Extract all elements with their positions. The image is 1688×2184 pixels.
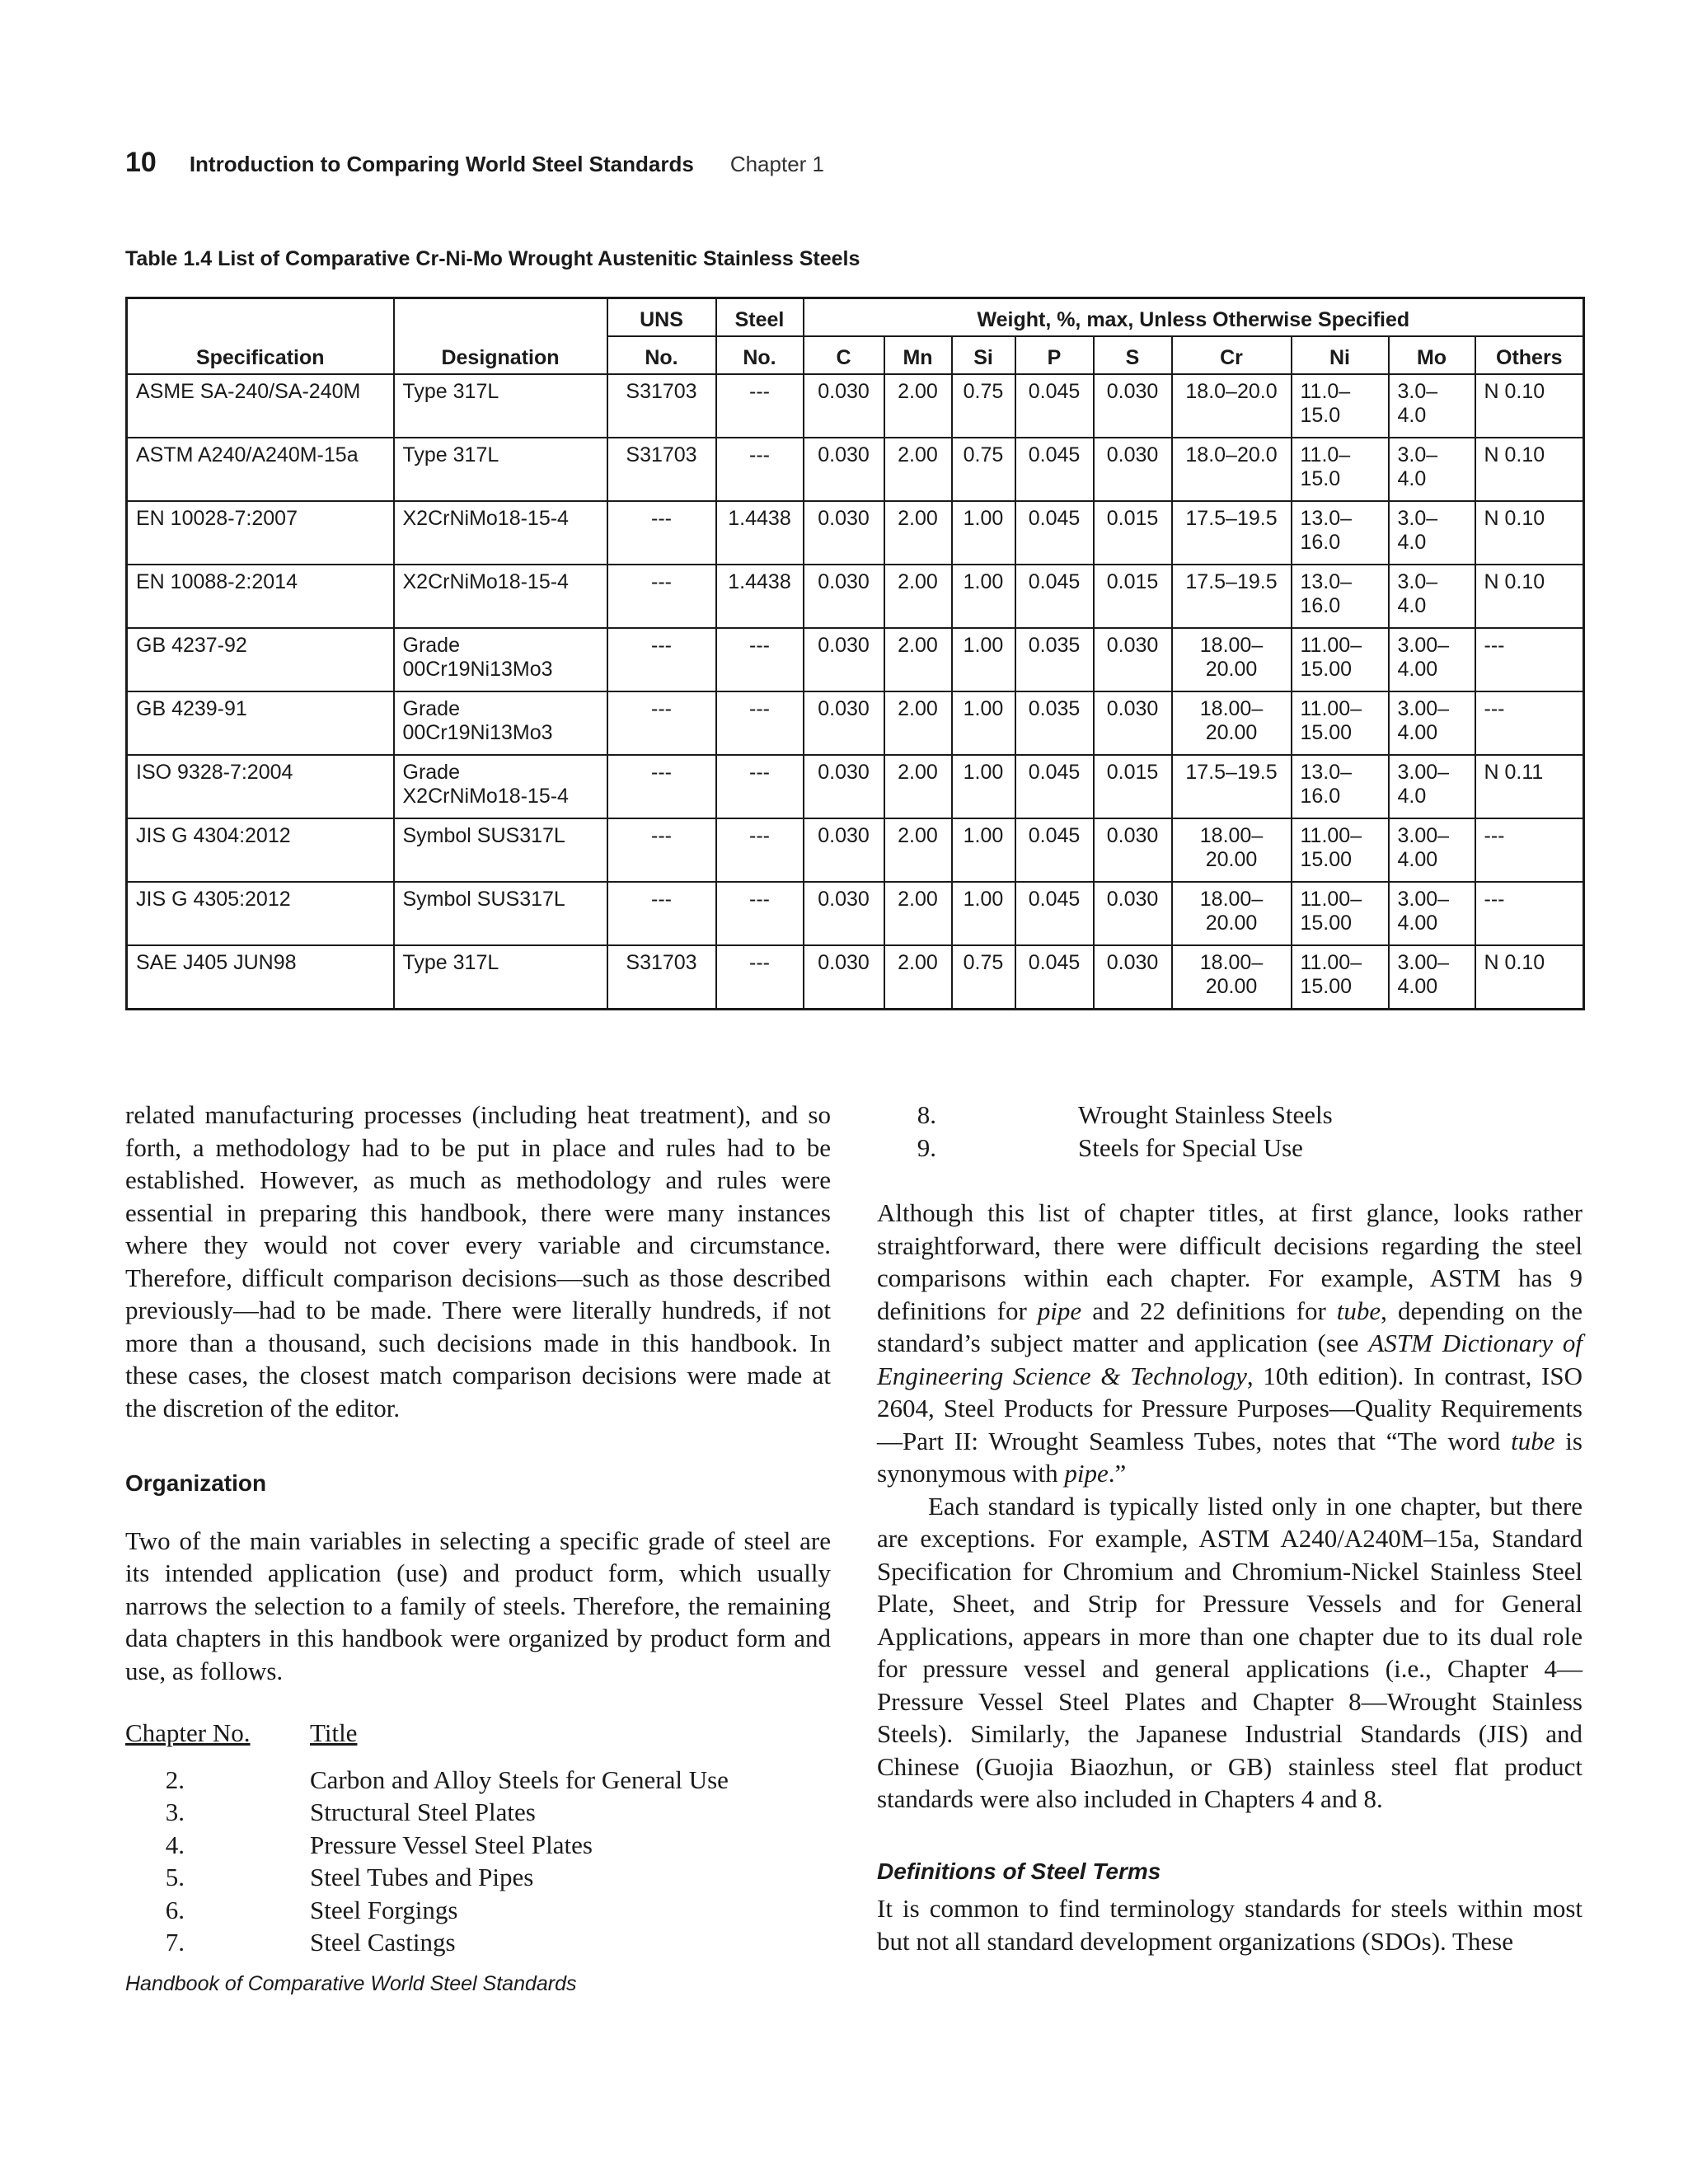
cell-ni: 13.0– 16.0	[1292, 565, 1389, 628]
chapter-list-continued	[877, 1099, 1582, 1164]
cell-des: X2CrNiMo18-15-4	[394, 565, 607, 628]
table-row	[127, 374, 1584, 438]
cell-s: 0.030	[1094, 628, 1172, 691]
header-designation: Designation	[394, 336, 607, 374]
cell-mo: 3.00– 4.00	[1389, 691, 1475, 755]
header-mn: Mn	[884, 336, 952, 374]
cell-others: N 0.10	[1475, 374, 1584, 438]
header-mo: Mo	[1389, 336, 1475, 374]
cell-c: 0.030	[804, 755, 884, 818]
header-steel-no: No.	[716, 336, 804, 374]
header-specification: Specification	[127, 336, 394, 374]
cell-cr: 18.00– 20.00	[1172, 691, 1292, 755]
cell-mn: 2.00	[884, 945, 952, 1010]
cell-others: N 0.11	[1475, 755, 1584, 818]
cell-spec: EN 10088-2:2014	[127, 565, 394, 628]
cell-cr: 17.5–19.5	[1172, 755, 1292, 818]
cell-c: 0.030	[804, 945, 884, 1010]
cell-uns: S31703	[607, 374, 716, 438]
cell-ni: 13.0– 16.0	[1292, 501, 1389, 565]
cell-steel: ---	[716, 628, 804, 691]
cell-cr: 18.00– 20.00	[1172, 628, 1292, 691]
chapter-number: 4.	[165, 1830, 185, 1859]
cell-steel: ---	[716, 945, 804, 1010]
header-blank-designation	[394, 298, 607, 337]
chapter-list-item	[125, 1861, 831, 1894]
cell-others: N 0.10	[1475, 501, 1584, 565]
chapter-list-header	[125, 1717, 831, 1750]
header-s: S	[1094, 336, 1172, 374]
cell-s: 0.030	[1094, 438, 1172, 501]
section-heading-organization: Organization	[125, 1470, 267, 1496]
table-row	[127, 501, 1584, 565]
chapter-list	[125, 1764, 831, 1959]
cell-mo: 3.00– 4.00	[1389, 818, 1475, 882]
cell-mo: 3.0– 4.0	[1389, 374, 1475, 438]
chapter-number: 2.	[165, 1765, 185, 1794]
cell-others: N 0.10	[1475, 438, 1584, 501]
cell-steel: 1.4438	[716, 565, 804, 628]
chapter-list-item	[125, 1894, 831, 1927]
cell-si: 1.00	[952, 691, 1015, 755]
cell-des: Type 317L	[394, 945, 607, 1010]
cell-uns: S31703	[607, 438, 716, 501]
header-si: Si	[952, 336, 1015, 374]
table-row	[127, 438, 1584, 501]
chapter-title: Steel Castings	[310, 1928, 456, 1957]
chapter-list-item	[125, 1829, 831, 1862]
cell-p: 0.045	[1015, 565, 1094, 628]
cell-ni: 11.00– 15.00	[1292, 882, 1389, 945]
cell-others: N 0.10	[1475, 565, 1584, 628]
cell-uns: ---	[607, 882, 716, 945]
cell-others: ---	[1475, 628, 1584, 691]
chapter-title: Steels for Special Use	[1078, 1132, 1303, 1162]
chapter-title: Carbon and Alloy Steels for General Use	[310, 1765, 729, 1794]
cell-des: Type 317L	[394, 374, 607, 438]
chapter-no-heading: Chapter No.	[125, 1718, 251, 1747]
table-row	[127, 945, 1584, 1010]
paragraph-definitions: It is common to find terminology standards for steels within most but not all standard development organizations (SDOs). These	[877, 1894, 1582, 1956]
cell-steel: ---	[716, 755, 804, 818]
chapter-number: 9.	[917, 1132, 936, 1162]
cell-s: 0.015	[1094, 565, 1172, 628]
page-number: 10	[125, 147, 157, 178]
cell-mn: 2.00	[884, 565, 952, 628]
cell-uns: ---	[607, 565, 716, 628]
cell-mo: 3.00– 4.00	[1389, 945, 1475, 1010]
chapter-list-item	[125, 1764, 831, 1797]
chapter-title: Pressure Vessel Steel Plates	[310, 1830, 593, 1859]
cell-mn: 2.00	[884, 501, 952, 565]
running-header	[125, 147, 824, 188]
left-column	[125, 1099, 831, 1959]
chapter-list-item	[125, 1926, 831, 1959]
cell-des: X2CrNiMo18-15-4	[394, 501, 607, 565]
cell-uns: ---	[607, 818, 716, 882]
cell-p: 0.045	[1015, 755, 1094, 818]
cell-c: 0.030	[804, 501, 884, 565]
cell-si: 0.75	[952, 374, 1015, 438]
paragraph-organization: Two of the main variables in selecting a specific grade of steel are its intended application (use) and product form, which usually narrows the selection to a family of steels. Therefore, the remaining data chapters in this handbook were organized by product form and use, as follows.	[125, 1526, 831, 1685]
cell-des: Type 317L	[394, 438, 607, 501]
table-body	[127, 374, 1584, 1010]
cell-s: 0.030	[1094, 374, 1172, 438]
cell-des: Symbol SUS317L	[394, 882, 607, 945]
cell-others: ---	[1475, 882, 1584, 945]
cell-des: Grade 00Cr19Ni13Mo3	[394, 628, 607, 691]
cell-mn: 2.00	[884, 882, 952, 945]
cell-cr: 18.00– 20.00	[1172, 818, 1292, 882]
chapter-number: 3.	[165, 1797, 185, 1826]
cell-cr: 18.0–20.0	[1172, 438, 1292, 501]
cell-others: ---	[1475, 818, 1584, 882]
chapter-number: 5.	[165, 1863, 185, 1891]
chapter-title: Wrought Stainless Steels	[1078, 1100, 1333, 1129]
cell-spec: JIS G 4304:2012	[127, 818, 394, 882]
chapter-title: Structural Steel Plates	[310, 1797, 536, 1826]
cell-des: Grade 00Cr19Ni13Mo3	[394, 691, 607, 755]
cell-p: 0.045	[1015, 945, 1094, 1010]
cell-cr: 18.00– 20.00	[1172, 882, 1292, 945]
cell-mn: 2.00	[884, 374, 952, 438]
chapter-title: Steel Forgings	[310, 1895, 458, 1924]
cell-others: ---	[1475, 691, 1584, 755]
table-container	[125, 297, 1582, 1010]
chapter-title: Steel Tubes and Pipes	[310, 1863, 534, 1891]
cell-c: 0.030	[804, 628, 884, 691]
cell-ni: 11.0– 15.0	[1292, 438, 1389, 501]
steel-comparison-table	[125, 297, 1585, 1010]
cell-si: 1.00	[952, 755, 1015, 818]
cell-steel: ---	[716, 818, 804, 882]
right-column	[877, 1099, 1582, 1957]
chapter-number: 6.	[165, 1895, 185, 1924]
cell-spec: GB 4239-91	[127, 691, 394, 755]
cell-spec: SAE J405 JUN98	[127, 945, 394, 1010]
header-weight: Weight, %, max, Unless Otherwise Specified	[804, 298, 1584, 337]
table-row	[127, 628, 1584, 691]
cell-steel: ---	[716, 882, 804, 945]
cell-spec: ASME SA-240/SA-240M	[127, 374, 394, 438]
cell-s: 0.015	[1094, 501, 1172, 565]
header-uns-no: No.	[607, 336, 716, 374]
cell-mo: 3.0– 4.0	[1389, 565, 1475, 628]
cell-uns: ---	[607, 691, 716, 755]
cell-mo: 3.0– 4.0	[1389, 501, 1475, 565]
book-title: Introduction to Comparing World Steel Standards	[189, 152, 694, 176]
cell-ni: 11.00– 15.00	[1292, 691, 1389, 755]
cell-mn: 2.00	[884, 628, 952, 691]
cell-p: 0.045	[1015, 374, 1094, 438]
cell-ni: 11.00– 15.00	[1292, 628, 1389, 691]
chapter-list-item	[125, 1796, 831, 1829]
cell-mo: 3.00– 4.00	[1389, 882, 1475, 945]
chapter-list-item	[877, 1099, 1582, 1132]
header-blank-spec	[127, 298, 394, 337]
cell-uns: ---	[607, 628, 716, 691]
cell-mo: 3.0– 4.0	[1389, 438, 1475, 501]
cell-uns: ---	[607, 501, 716, 565]
header-c: C	[804, 336, 884, 374]
cell-spec: ASTM A240/A240M-15a	[127, 438, 394, 501]
cell-spec: EN 10028-7:2007	[127, 501, 394, 565]
header-others: Others	[1475, 336, 1584, 374]
cell-c: 0.030	[804, 882, 884, 945]
cell-ni: 13.0– 16.0	[1292, 755, 1389, 818]
cell-spec: JIS G 4305:2012	[127, 882, 394, 945]
chapter-number: 8.	[917, 1100, 936, 1129]
cell-s: 0.015	[1094, 755, 1172, 818]
cell-spec: GB 4237-92	[127, 628, 394, 691]
cell-si: 1.00	[952, 565, 1015, 628]
cell-mo: 3.00– 4.00	[1389, 628, 1475, 691]
cell-p: 0.035	[1015, 691, 1094, 755]
cell-uns: S31703	[607, 945, 716, 1010]
cell-p: 0.045	[1015, 882, 1094, 945]
paragraph-chapter-titles: Although this list of chapter titles, at first glance, looks rather straightforward, there were difficult decisions regarding the steel comparisons within each chapter. For example, ASTM has 9 definitions for pipe and 22 definitions for tube, depending on the standard’s subject matter and application (see ASTM Dictionary of Engineering Science & Technology, 10th edition). In contrast, ISO 2604, Steel Products for Pressure Purposes—Quality Requirements—Part II: Wrought Seamless Tubes, notes that “The word tube is synonymous with pipe.”	[877, 1198, 1582, 1488]
cell-si: 1.00	[952, 501, 1015, 565]
header-uns: UNS	[607, 298, 716, 337]
table-row	[127, 691, 1584, 755]
cell-steel: ---	[716, 374, 804, 438]
header-ni: Ni	[1292, 336, 1389, 374]
cell-des: Grade X2CrNiMo18-15-4	[394, 755, 607, 818]
cell-cr: 18.00– 20.00	[1172, 945, 1292, 1010]
header-cr: Cr	[1172, 336, 1292, 374]
section-heading-definitions: Definitions of Steel Terms	[877, 1858, 1161, 1884]
cell-mn: 2.00	[884, 755, 952, 818]
cell-s: 0.030	[1094, 945, 1172, 1010]
cell-cr: 17.5–19.5	[1172, 565, 1292, 628]
footer-book-title: Handbook of Comparative World Steel Standards	[125, 1972, 577, 1995]
header-p: P	[1015, 336, 1094, 374]
cell-si: 0.75	[952, 438, 1015, 501]
cell-p: 0.035	[1015, 628, 1094, 691]
cell-si: 1.00	[952, 628, 1015, 691]
cell-ni: 11.00– 15.00	[1292, 945, 1389, 1010]
cell-ni: 11.0– 15.0	[1292, 374, 1389, 438]
cell-des: Symbol SUS317L	[394, 818, 607, 882]
chapter-label: Chapter 1	[729, 152, 824, 176]
cell-spec: ISO 9328-7:2004	[127, 755, 394, 818]
cell-c: 0.030	[804, 374, 884, 438]
cell-p: 0.045	[1015, 438, 1094, 501]
table-caption: Table 1.4 List of Comparative Cr-Ni-Mo Wrought Austenitic Stainless Steels	[125, 247, 860, 270]
title-heading: Title	[310, 1718, 358, 1747]
table-row	[127, 755, 1584, 818]
header-steel: Steel	[716, 298, 804, 337]
cell-steel: ---	[716, 691, 804, 755]
cell-si: 0.75	[952, 945, 1015, 1010]
cell-p: 0.045	[1015, 818, 1094, 882]
cell-cr: 18.0–20.0	[1172, 374, 1292, 438]
paragraph-methodology: related manufacturing processes (including heat treatment), and so forth, a methodology had to be put in place and rules had to be established. However, as much as methodology and rules were essential in preparing this handbook, there were many instances where they would not cover every variable and circumstance. Therefore, difficult comparison decisions—such as those described previously—had to be made. There were literally hundreds, if not more than a thousand, such decisions made in this handbook. In these cases, the closest match comparison decisions were made at the discretion of the editor.	[125, 1100, 831, 1422]
cell-mo: 3.00– 4.0	[1389, 755, 1475, 818]
chapter-list-item	[877, 1132, 1582, 1165]
cell-s: 0.030	[1094, 818, 1172, 882]
cell-steel: ---	[716, 438, 804, 501]
cell-si: 1.00	[952, 818, 1015, 882]
cell-others: N 0.10	[1475, 945, 1584, 1010]
cell-si: 1.00	[952, 882, 1015, 945]
cell-c: 0.030	[804, 691, 884, 755]
cell-c: 0.030	[804, 438, 884, 501]
cell-c: 0.030	[804, 565, 884, 628]
cell-mn: 2.00	[884, 691, 952, 755]
chapter-number: 7.	[165, 1928, 185, 1957]
cell-s: 0.030	[1094, 882, 1172, 945]
table-row	[127, 882, 1584, 945]
cell-s: 0.030	[1094, 691, 1172, 755]
table-row	[127, 818, 1584, 882]
cell-mn: 2.00	[884, 818, 952, 882]
cell-c: 0.030	[804, 818, 884, 882]
table-row	[127, 565, 1584, 628]
cell-ni: 11.00– 15.00	[1292, 818, 1389, 882]
cell-cr: 17.5–19.5	[1172, 501, 1292, 565]
cell-p: 0.045	[1015, 501, 1094, 565]
paragraph-exceptions: Each standard is typically listed only in one chapter, but there are exceptions. For example, ASTM A240/A240M–15a, Standard Specification for Chromium and Chromium-Nickel Stainless Steel Plate, Sheet, and Strip for Pressure Vessels and for General Applications, appears in more than one chapter due to its dual role for pressure vessel and general applications (i.e., Chapter 4—Pressure Vessel Steel Plates and Chapter 8—Wrought Stainless Steels). Similarly, the Japanese Industrial Standards (JIS) and Chinese (Guojia Biaozhun, or GB) stainless steel flat product standards were also included in Chapters 4 and 8.	[877, 1491, 1582, 1813]
cell-steel: 1.4438	[716, 501, 804, 565]
cell-mn: 2.00	[884, 438, 952, 501]
cell-uns: ---	[607, 755, 716, 818]
